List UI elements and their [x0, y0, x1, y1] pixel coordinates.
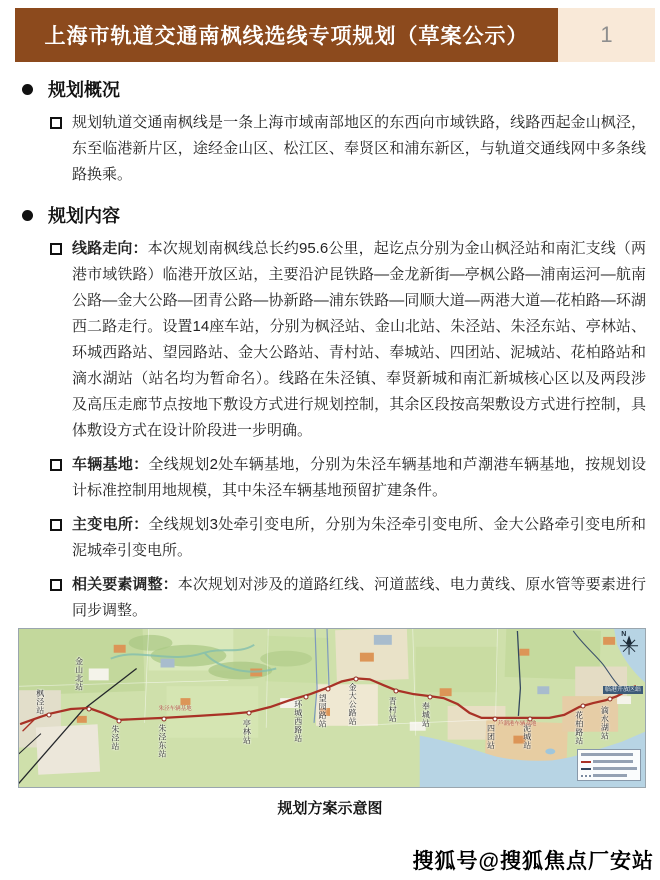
item-body: 本次规划对涉及的道路红线、河道蓝线、电力黄线、原水管等要素进行同步调整。 — [72, 576, 646, 619]
station-label: 望园路站 — [318, 693, 328, 728]
legend-row — [581, 773, 637, 778]
bullet-item — [50, 452, 646, 504]
square-bullet-icon — [50, 459, 62, 471]
square-bullet-icon — [50, 117, 62, 129]
station-label: 环城西路站 — [293, 700, 303, 743]
legend-row — [581, 752, 637, 757]
legend-text-bar — [593, 774, 627, 777]
station-dot — [87, 706, 92, 711]
terminus-label: 临港开放区站 — [604, 686, 641, 693]
map-caption: 规划方案示意图 — [277, 800, 383, 817]
item-lead: 相关要素调整： — [72, 576, 178, 593]
station-label: 青村站 — [388, 696, 398, 723]
map-annotation: 芦潮港车辆基地 — [497, 721, 537, 728]
bullet-item — [50, 572, 646, 624]
square-bullet-icon — [50, 579, 62, 591]
station-label: 朱泾东站 — [157, 723, 167, 758]
bullet-item — [50, 236, 646, 444]
square-bullet-icon — [50, 243, 62, 255]
legend-row — [581, 759, 637, 764]
legend-title-bar — [581, 753, 633, 756]
station-label: 四团站 — [486, 723, 496, 750]
section-title: 规划内容 — [48, 206, 120, 226]
map-legend — [577, 749, 641, 781]
item-text — [72, 572, 646, 624]
item-lead: 线路走向： — [72, 240, 148, 257]
station-label: 滴水湖站 — [600, 706, 610, 741]
content — [0, 70, 660, 624]
station-dot — [303, 694, 308, 699]
item-body: 全线规划2处车辆基地，分别为朱泾车辆基地和芦潮港车辆基地，按规划设计标准控制用地规模，其中朱泾车辆基地预留扩建条件。 — [72, 456, 646, 499]
station-label: 奉城站 — [421, 701, 431, 728]
dot-bullet-icon — [22, 210, 33, 221]
station-dot — [394, 688, 399, 693]
dot-bullet-icon — [22, 84, 33, 95]
document-title: 上海市轨道交通南枫线选线专项规划（草案公示） — [44, 25, 529, 48]
station-label: 朱泾站 — [110, 725, 120, 751]
item-body: 规划轨道交通南枫线是一条上海市域南部地区的东西向市域铁路，线路西起金山枫泾，东至临港新片区，途经金山区、松江区、奉贤区和浦东新区，与轨道交通线网中多条线路换乘。 — [72, 114, 646, 183]
watermark: 搜狐号@搜狐焦点厂安站 — [412, 850, 654, 873]
station-label: 泥城站 — [522, 723, 532, 750]
legend-route-swatch — [581, 761, 591, 763]
station-dot — [607, 696, 612, 701]
map-annotation: 朱泾车辆基地 — [158, 705, 192, 712]
station-label: 花柏路站 — [574, 711, 584, 746]
legend-text-bar — [593, 760, 633, 763]
station-dot — [581, 703, 586, 708]
item-lead: 车辆基地： — [72, 456, 149, 473]
plan-map — [18, 628, 646, 788]
station-label: 金山北站 — [74, 657, 84, 692]
legend-rail-swatch — [581, 768, 591, 770]
station-dot — [428, 694, 433, 699]
header — [15, 8, 655, 62]
station-label: 亭林站 — [242, 719, 252, 745]
document-title-bar — [15, 8, 558, 62]
page-number-box — [558, 8, 655, 62]
legend-text-bar — [593, 767, 637, 770]
legend-boundary-swatch — [581, 775, 591, 777]
legend-row — [581, 766, 637, 771]
bullet-item — [50, 512, 646, 564]
item-text — [72, 236, 646, 444]
station-dot — [116, 718, 121, 723]
station-dot — [354, 676, 359, 681]
square-bullet-icon — [50, 519, 62, 531]
section-heading-contents — [22, 202, 660, 228]
station-dot — [47, 712, 52, 717]
station-label: 枫泾站 — [35, 689, 45, 715]
section-title: 规划概况 — [48, 80, 120, 100]
station-dot — [161, 717, 166, 722]
station-dot — [246, 711, 251, 716]
north-label: N — [621, 630, 627, 638]
station-label: 金大公路站 — [348, 682, 358, 726]
station-dot — [325, 687, 330, 692]
item-body: 全线规划3处牵引变电所，分别为朱泾牵引变电所、金大公路牵引变电所和泥城牵引变电所。 — [72, 516, 646, 559]
item-lead: 主变电所： — [72, 516, 149, 533]
page-number: 1 — [600, 22, 613, 47]
section-heading-overview — [22, 76, 660, 102]
station-layer — [19, 629, 645, 787]
item-text — [72, 110, 646, 188]
item-text — [72, 452, 646, 504]
item-text — [72, 512, 646, 564]
item-body: 本次规划南枫线总长约95.6公里，起讫点分别为金山枫泾站和南汇支线（两港市域铁路）临港开放区站，主要沿沪昆铁路—金龙新街—亭枫公路—浦南运河—航南公路—金大公路—团青公路—协新路—浦东铁路—同顺大道—两港大道—花柏路—环湖西二路走行。设置14座车站，分别为枫泾站、金山北站、朱泾站、朱泾东站、亭林站、环城西路站、望园路站、金大公路站、青村站、奉城站、四团站、泥城站、花柏路站和滴水湖站（站名均为暂命名）。线路在朱泾镇、奉贤新城和南汇新城核心区以及两段涉及高压走廊节点按地下敷设方式进行规划控制，其余区段按高架敷设方式进行控制，具体敷设方式在设计阶段进一步明确。 — [72, 240, 646, 439]
bullet-item — [50, 110, 646, 188]
